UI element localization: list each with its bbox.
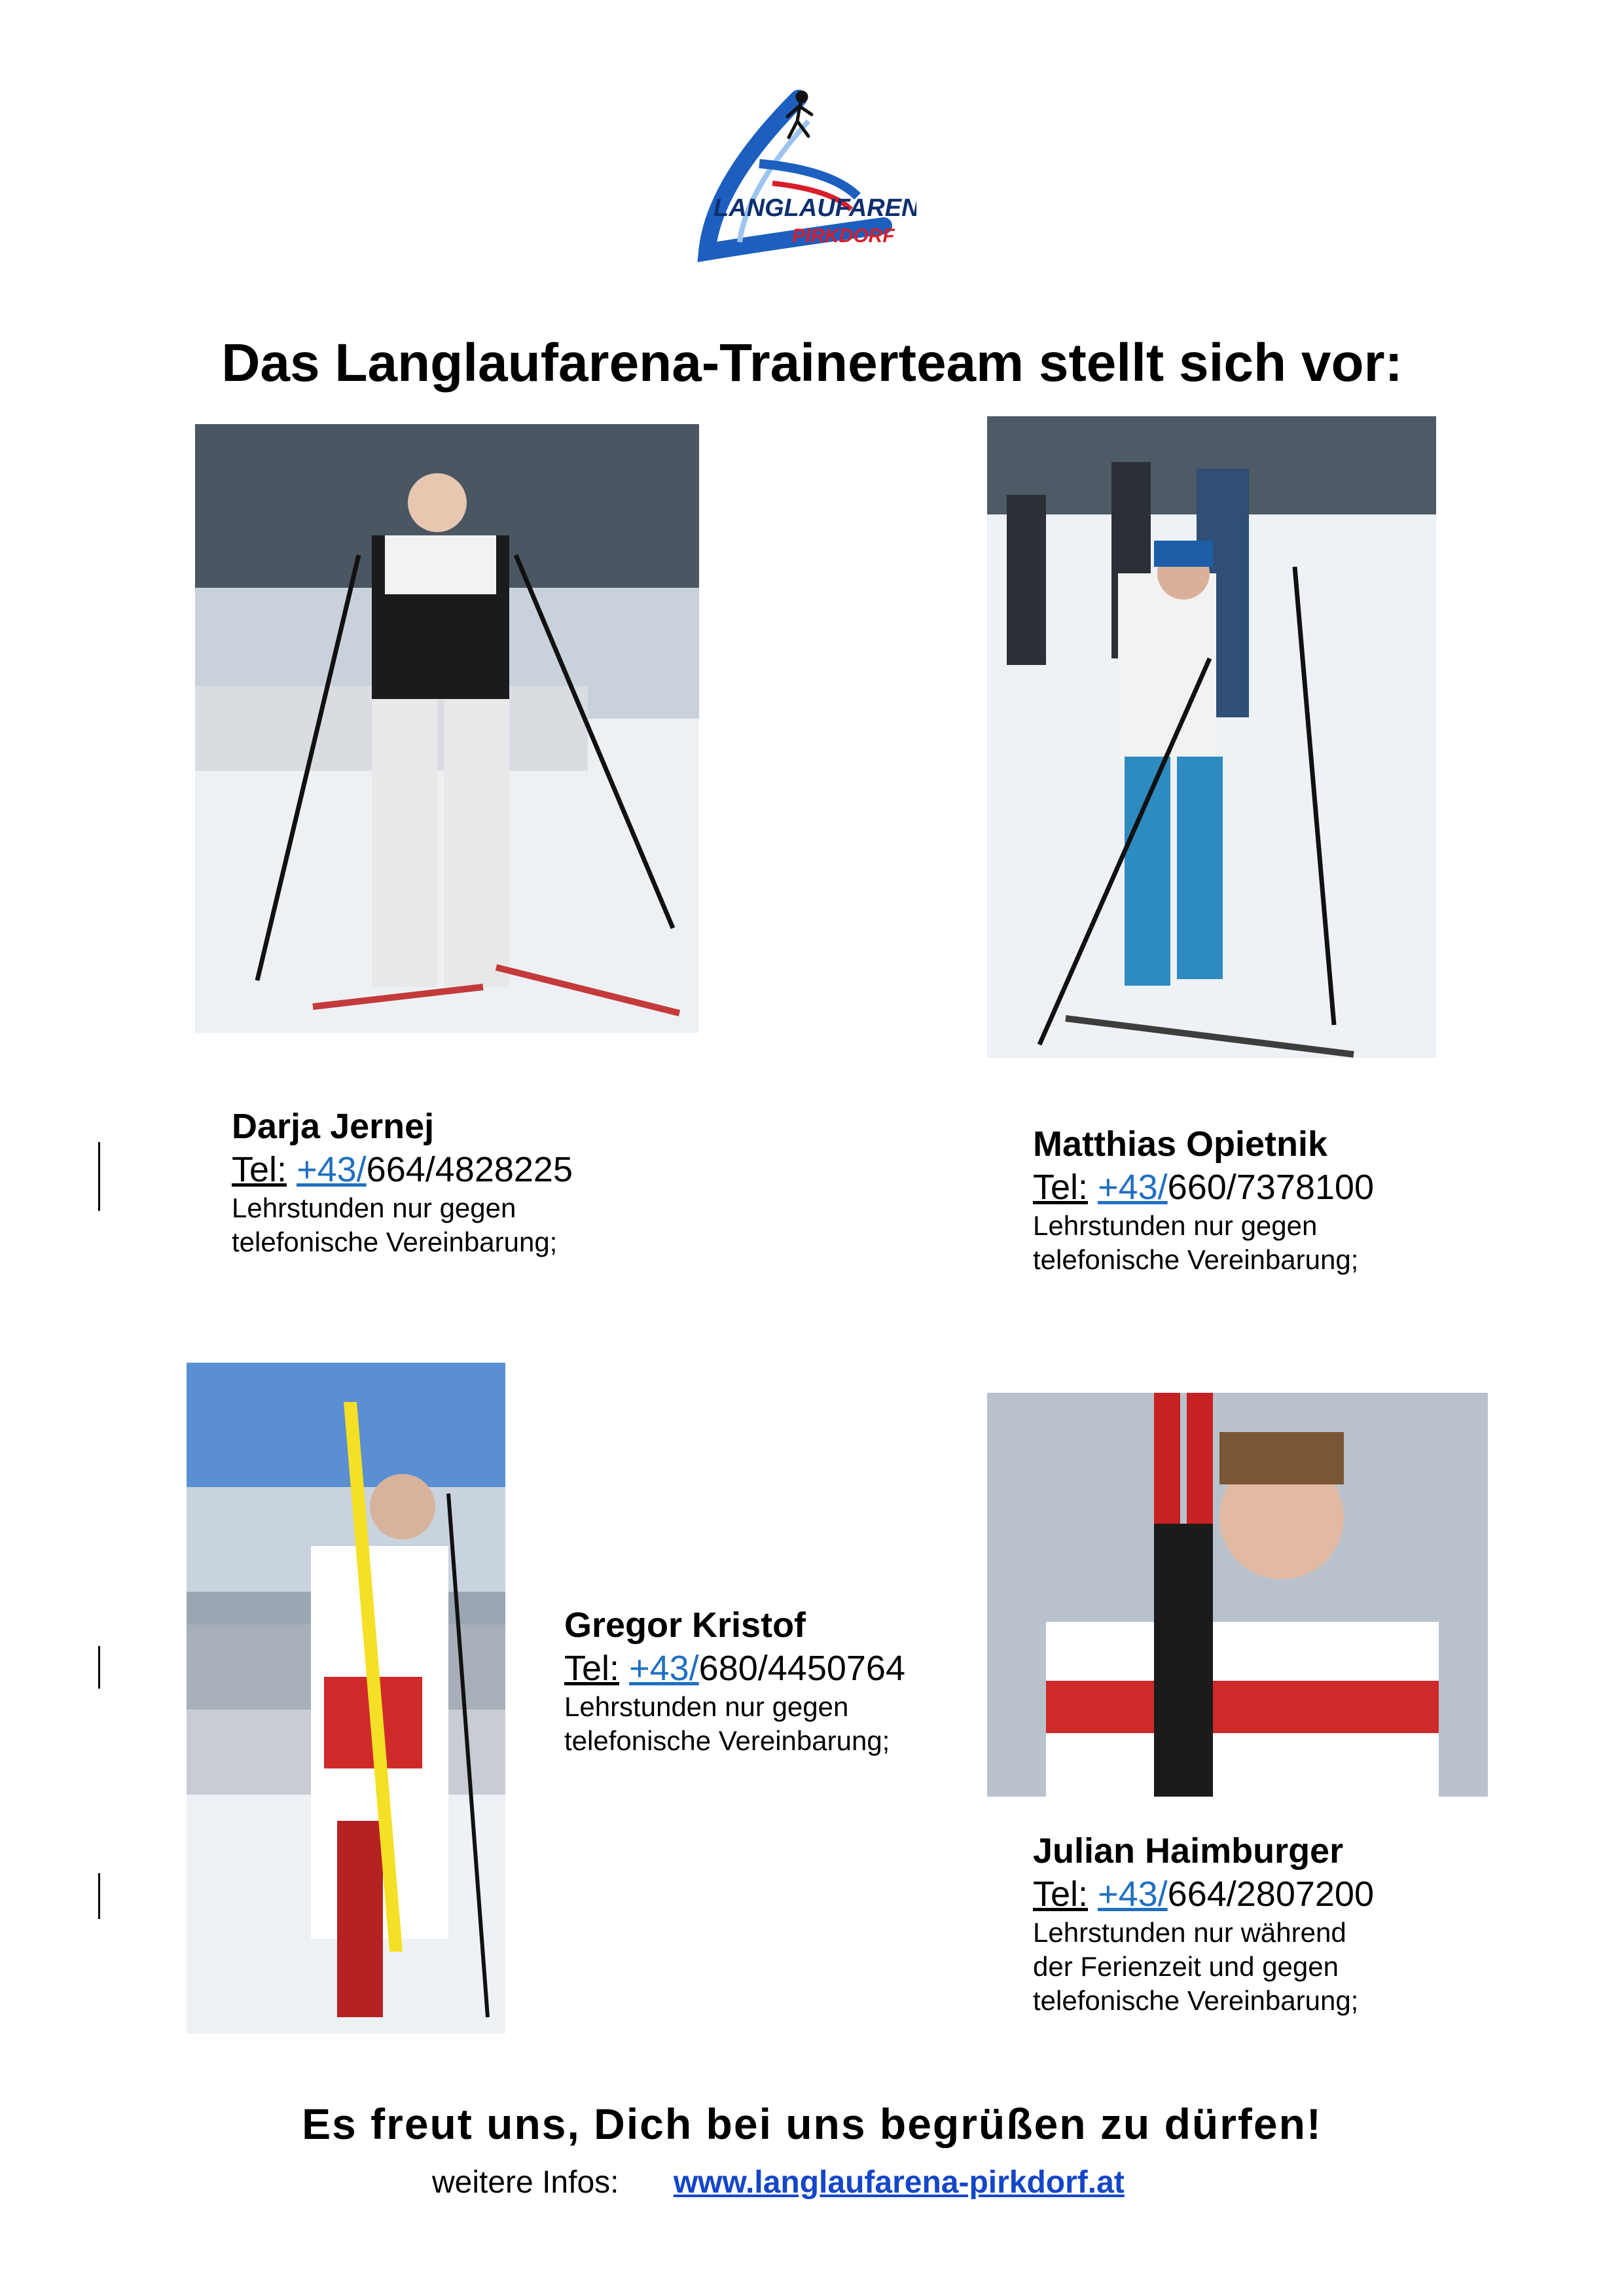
tel-label: Tel: [1033,1874,1089,1914]
tel-number: 680/4450764 [698,1649,905,1688]
trainer-note: Lehrstunden nur gegen telefonische Vereinbarung; [564,1691,890,1756]
trainer-name: Gregor Kristof [564,1605,806,1645]
closing-message: Es freut uns, Dich bei uns begrüßen zu dürfen! [302,2100,1322,2148]
trainer-card-darja [232,1105,573,1259]
trainer-card-matthias [1033,1122,1374,1277]
text-cursor-mark [98,1873,100,1919]
text-cursor-mark [98,1142,100,1211]
tel-country-code-link[interactable]: +43/ [1098,1874,1168,1914]
more-info-label: weitere Infos: [432,2165,619,2200]
trainer-name: Matthias Opietnik [1033,1124,1328,1164]
tel-country-code-link[interactable]: +43/ [629,1649,699,1688]
trainer-phone [564,1647,905,1690]
tel-number: 664/4828225 [366,1150,573,1189]
tel-country-code-link[interactable]: +43/ [297,1150,367,1189]
trainer-photo-darja [195,424,699,1033]
trainer-card-julian [1033,1829,1374,2018]
page-heading: Das Langlaufarena-Trainerteam stellt sich vor: [221,333,1403,393]
trainer-phone [232,1148,573,1191]
website-link[interactable]: www.langlaufarena-pirkdorf.at [673,2165,1125,2200]
langlaufarena-logo [668,85,916,275]
tel-label: Tel: [1033,1168,1089,1207]
logo-text-main: LANGLAUFARENA [713,194,916,222]
more-info-line [432,2163,1125,2202]
trainer-photo-julian [987,1393,1488,1797]
tel-number: 664/2807200 [1167,1874,1374,1914]
trainer-note: Lehrstunden nur gegen telefonische Vereinbarung; [232,1193,558,1257]
tel-country-code-link[interactable]: +43/ [1098,1168,1168,1207]
trainer-photo-gregor [187,1363,505,2034]
trainer-name: Darja Jernej [232,1107,435,1146]
logo-text-sub: PIRKDORF [792,225,895,247]
trainer-note: Lehrstunden nur gegen telefonische Vereinbarung; [1033,1210,1359,1275]
trainer-card-gregor [564,1604,905,1758]
tel-label: Tel: [232,1150,287,1189]
trainer-phone [1033,1166,1374,1209]
tel-label: Tel: [564,1649,620,1688]
trainer-phone [1033,1873,1374,1916]
tel-number: 660/7378100 [1167,1168,1374,1207]
trainer-name: Julian Haimburger [1033,1831,1344,1871]
trainer-photo-matthias [987,416,1436,1058]
text-cursor-mark [98,1646,100,1689]
trainer-note: Lehrstunden nur während der Ferienzeit und gegen telefonische Vereinbarung; [1033,1917,1359,2016]
